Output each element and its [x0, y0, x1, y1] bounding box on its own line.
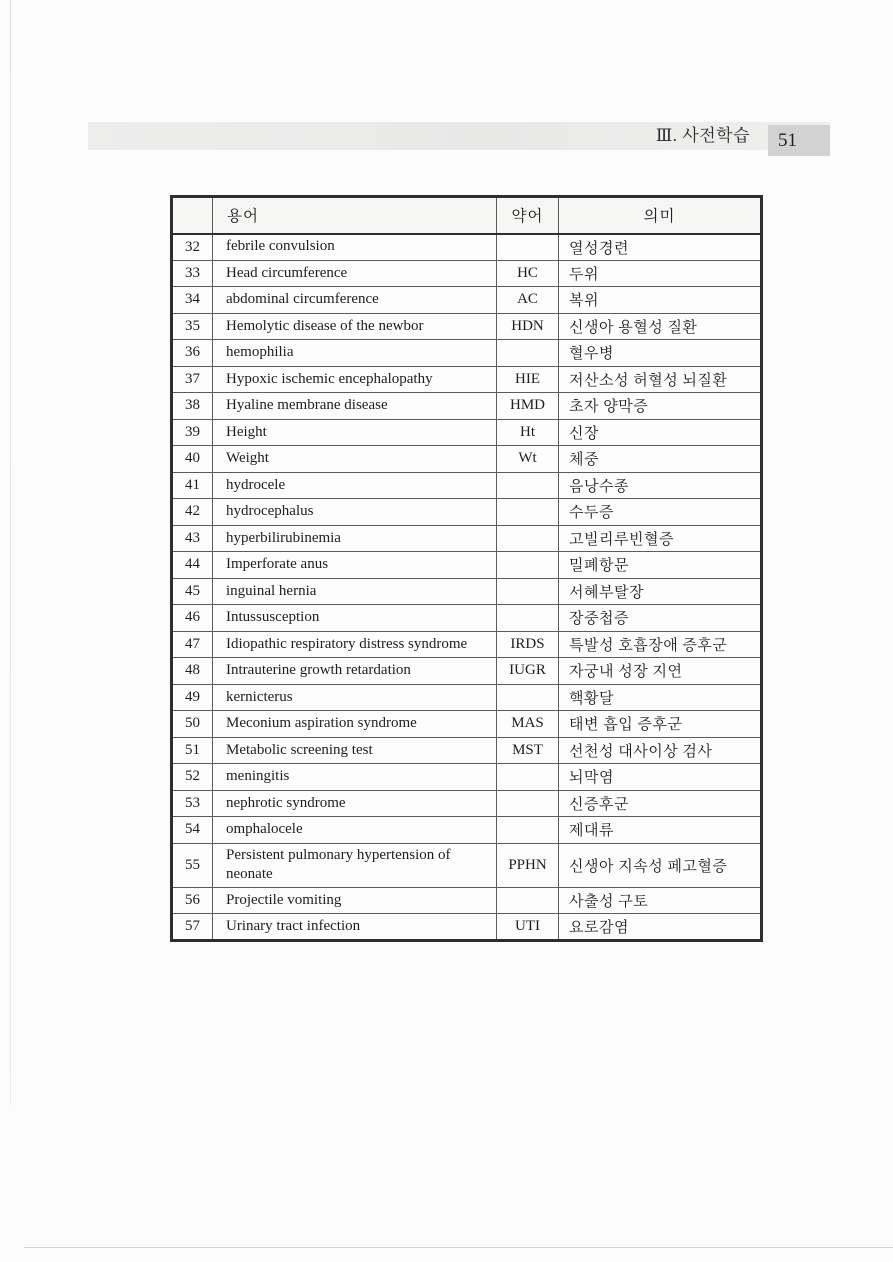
cell-abbr	[497, 764, 559, 791]
table-row	[172, 525, 762, 552]
cell-no: 34	[172, 287, 213, 314]
cell-abbr	[497, 499, 559, 526]
table-row	[172, 419, 762, 446]
table-row	[172, 631, 762, 658]
cell-no: 40	[172, 446, 213, 473]
cell-abbr: IRDS	[497, 631, 559, 658]
cell-meaning: 수두증	[559, 499, 762, 526]
cell-term: Hyaline membrane disease	[213, 393, 497, 420]
cell-no: 42	[172, 499, 213, 526]
page-number-badge: 51	[768, 125, 830, 156]
cell-term: hydrocephalus	[213, 499, 497, 526]
cell-no: 56	[172, 887, 213, 914]
cell-abbr: IUGR	[497, 658, 559, 685]
cell-no: 48	[172, 658, 213, 685]
cell-meaning: 체중	[559, 446, 762, 473]
page-edge-bottom	[24, 1247, 893, 1248]
cell-abbr	[497, 790, 559, 817]
table-row	[172, 737, 762, 764]
cell-meaning: 핵황달	[559, 684, 762, 711]
cell-abbr: MAS	[497, 711, 559, 738]
cell-term: hemophilia	[213, 340, 497, 367]
cell-abbr: UTI	[497, 914, 559, 941]
cell-no: 43	[172, 525, 213, 552]
cell-no: 57	[172, 914, 213, 941]
table-row	[172, 552, 762, 579]
cell-term: Hemolytic disease of the newbor	[213, 313, 497, 340]
cell-term: Persistent pulmonary hypertension of neonate	[213, 843, 497, 887]
cell-meaning: 혈우병	[559, 340, 762, 367]
cell-meaning: 두위	[559, 260, 762, 287]
col-header-abbr: 약어	[497, 197, 559, 234]
cell-abbr: HIE	[497, 366, 559, 393]
cell-term: Metabolic screening test	[213, 737, 497, 764]
cell-meaning: 신장	[559, 419, 762, 446]
cell-term: Intrauterine growth retardation	[213, 658, 497, 685]
cell-term: abdominal circumference	[213, 287, 497, 314]
cell-abbr: AC	[497, 287, 559, 314]
cell-no: 53	[172, 790, 213, 817]
table-row	[172, 472, 762, 499]
cell-term: hydrocele	[213, 472, 497, 499]
cell-term: Intussusception	[213, 605, 497, 632]
cell-no: 49	[172, 684, 213, 711]
table-row	[172, 914, 762, 941]
cell-meaning: 사출성 구토	[559, 887, 762, 914]
table-row	[172, 393, 762, 420]
cell-no: 46	[172, 605, 213, 632]
cell-term: inguinal hernia	[213, 578, 497, 605]
cell-term: Projectile vomiting	[213, 887, 497, 914]
cell-no: 44	[172, 552, 213, 579]
page-header-band	[88, 122, 830, 150]
cell-abbr	[497, 525, 559, 552]
cell-meaning: 신생아 용혈성 질환	[559, 313, 762, 340]
cell-meaning: 신증후군	[559, 790, 762, 817]
cell-meaning: 고빌리루빈혈증	[559, 525, 762, 552]
chapter-title: Ⅲ. 사전학습	[655, 126, 750, 145]
table-row	[172, 340, 762, 367]
cell-no: 52	[172, 764, 213, 791]
cell-no: 41	[172, 472, 213, 499]
table-row	[172, 499, 762, 526]
table-row	[172, 234, 762, 261]
cell-meaning: 태변 흡입 증후군	[559, 711, 762, 738]
cell-no: 37	[172, 366, 213, 393]
cell-term: Height	[213, 419, 497, 446]
cell-abbr	[497, 234, 559, 261]
glossary-table	[170, 195, 763, 942]
cell-no: 54	[172, 817, 213, 844]
cell-meaning: 열성경련	[559, 234, 762, 261]
cell-meaning: 요로감염	[559, 914, 762, 941]
table-row	[172, 287, 762, 314]
table-row	[172, 711, 762, 738]
cell-abbr	[497, 552, 559, 579]
cell-no: 45	[172, 578, 213, 605]
cell-no: 38	[172, 393, 213, 420]
cell-abbr: HDN	[497, 313, 559, 340]
cell-abbr	[497, 887, 559, 914]
cell-abbr	[497, 684, 559, 711]
table-row	[172, 790, 762, 817]
col-header-meaning: 의미	[559, 197, 762, 234]
table-row	[172, 817, 762, 844]
cell-term: Imperforate anus	[213, 552, 497, 579]
table-row	[172, 605, 762, 632]
table-row	[172, 887, 762, 914]
cell-abbr: PPHN	[497, 843, 559, 887]
cell-no: 51	[172, 737, 213, 764]
cell-meaning: 서혜부탈장	[559, 578, 762, 605]
cell-no: 47	[172, 631, 213, 658]
cell-abbr: HMD	[497, 393, 559, 420]
table-row	[172, 658, 762, 685]
cell-no: 55	[172, 843, 213, 887]
cell-term: Hypoxic ischemic encephalopathy	[213, 366, 497, 393]
table-row	[172, 684, 762, 711]
cell-meaning: 뇌막염	[559, 764, 762, 791]
cell-term: Head circumference	[213, 260, 497, 287]
cell-no: 33	[172, 260, 213, 287]
cell-no: 39	[172, 419, 213, 446]
cell-abbr: Wt	[497, 446, 559, 473]
table-row	[172, 446, 762, 473]
cell-term: Urinary tract infection	[213, 914, 497, 941]
cell-term: kernicterus	[213, 684, 497, 711]
cell-abbr: Ht	[497, 419, 559, 446]
cell-meaning: 자궁내 성장 지연	[559, 658, 762, 685]
cell-term: febrile convulsion	[213, 234, 497, 261]
cell-term: meningitis	[213, 764, 497, 791]
cell-meaning: 초자 양막증	[559, 393, 762, 420]
cell-no: 32	[172, 234, 213, 261]
cell-meaning: 복위	[559, 287, 762, 314]
table-row	[172, 366, 762, 393]
table-row	[172, 764, 762, 791]
cell-meaning: 음낭수종	[559, 472, 762, 499]
cell-term: omphalocele	[213, 817, 497, 844]
table-row	[172, 260, 762, 287]
cell-meaning: 선천성 대사이상 검사	[559, 737, 762, 764]
cell-no: 50	[172, 711, 213, 738]
cell-term: hyperbilirubinemia	[213, 525, 497, 552]
col-header-term: 용어	[213, 197, 497, 234]
cell-abbr: MST	[497, 737, 559, 764]
cell-term: Idiopathic respiratory distress syndrome	[213, 631, 497, 658]
table-row	[172, 578, 762, 605]
cell-meaning: 저산소성 허혈성 뇌질환	[559, 366, 762, 393]
cell-meaning: 장중첩증	[559, 605, 762, 632]
cell-term: Weight	[213, 446, 497, 473]
cell-term: nephrotic syndrome	[213, 790, 497, 817]
cell-abbr	[497, 578, 559, 605]
cell-abbr	[497, 605, 559, 632]
cell-term: Meconium aspiration syndrome	[213, 711, 497, 738]
cell-meaning: 특발성 호흡장애 증후군	[559, 631, 762, 658]
cell-no: 35	[172, 313, 213, 340]
cell-abbr	[497, 340, 559, 367]
table-row	[172, 313, 762, 340]
cell-meaning: 제대류	[559, 817, 762, 844]
cell-abbr	[497, 472, 559, 499]
glossary-table-body	[172, 234, 762, 941]
cell-abbr	[497, 817, 559, 844]
table-header-row	[172, 197, 762, 234]
cell-abbr: HC	[497, 260, 559, 287]
cell-meaning: 밀폐항문	[559, 552, 762, 579]
cell-meaning: 신생아 지속성 페고혈증	[559, 843, 762, 887]
table-row	[172, 843, 762, 887]
page-edge-left	[10, 0, 11, 1105]
cell-no: 36	[172, 340, 213, 367]
col-header-number	[172, 197, 213, 234]
